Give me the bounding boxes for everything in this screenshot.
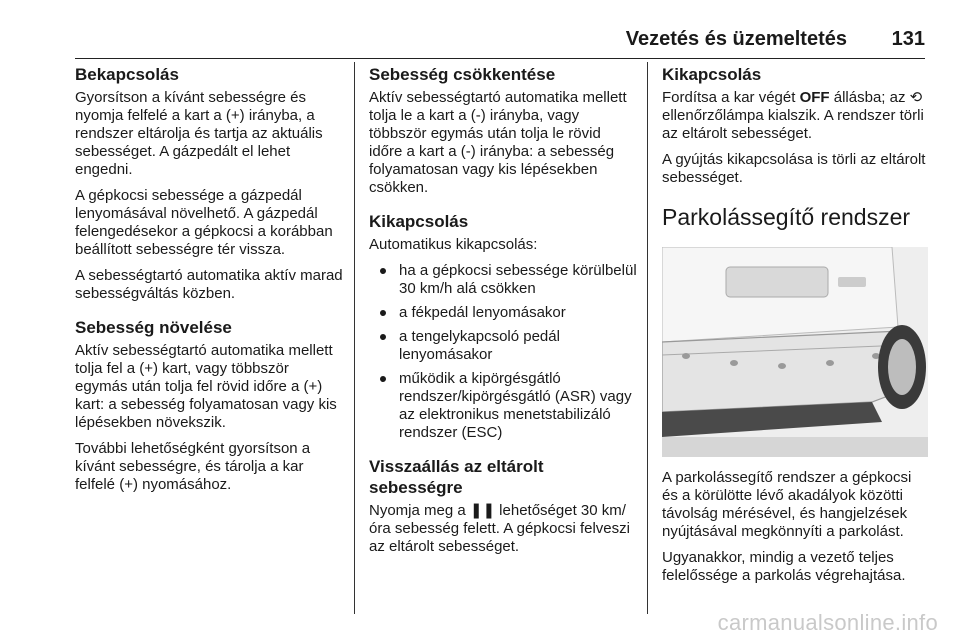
off-label: OFF bbox=[799, 89, 830, 106]
bullet-icon bbox=[380, 310, 386, 316]
pause-icon: ❚❚ bbox=[469, 502, 496, 519]
chapter-heading: Parkolássegítő rendszer bbox=[662, 204, 911, 230]
paragraph: Aktív sebességtartó automatika mellett tolja le a kart a (-) irányba, vagy többször egymás után tolja le rövid időre a kart a (-) irányba: a sebesség folyamatosan vagy kis lépésekben csökken. bbox=[369, 89, 627, 196]
list-item: működik a kipörgésgátló rendszer/kipörgésgátló (ASR) vagy az elektronikus menetstabilizáló rendszer (ESC) bbox=[369, 370, 637, 442]
paragraph: A sebességtartó automatika aktív marad sebességváltás közben. bbox=[75, 267, 343, 302]
rear-bumper-illustration bbox=[662, 247, 928, 457]
section-heading: Kikapcsolás bbox=[369, 212, 469, 231]
parking-sensor-photo bbox=[662, 247, 928, 457]
paragraph: Ugyanakkor, mindig a vezető teljes felelőssége a parkolás végrehajtása. bbox=[662, 549, 906, 584]
cruise-control-icon: ⟲ bbox=[909, 89, 923, 106]
paragraph: Gyorsítson a kívánt sebességre és nyomja felfelé a kart a (+) irányba, a rendszer eltárolja és tartja az aktuális sebességet. A gázpedált el lehet engedni. bbox=[75, 89, 323, 178]
section-heading: Bekapcsolás bbox=[75, 65, 179, 84]
column-divider bbox=[647, 62, 648, 614]
list-item: ha a gépkocsi sebessége körülbelül 30 km/h alá csökken bbox=[369, 262, 637, 298]
section-heading: Sebesség csökkentése bbox=[369, 65, 556, 84]
section-heading: Sebesség növelése bbox=[75, 318, 232, 337]
column-divider bbox=[354, 62, 355, 614]
bullet-list bbox=[369, 262, 637, 442]
paragraph: Fordítsa a kar végét OFF állásba; az ⟲ ellenőrzőlámpa kialszik. A rendszer törli az eltárolt sebességet. bbox=[662, 89, 924, 142]
section-heading: Visszaállás az eltárolt sebességre bbox=[369, 457, 544, 497]
page-header bbox=[75, 28, 925, 59]
bullet-icon bbox=[380, 268, 386, 274]
paragraph: Nyomja meg a ❚❚ lehetőséget 30 km/óra sebesség felett. A gépkocsi felveszi az eltárolt sebességet. bbox=[369, 502, 630, 555]
list-item: a tengelykapcsoló pedál lenyomásakor bbox=[369, 328, 637, 364]
column-2 bbox=[369, 64, 637, 564]
column-3 bbox=[662, 64, 928, 593]
page-number: 131 bbox=[891, 28, 925, 50]
paragraph: A parkolássegítő rendszer a gépkocsi és a körülötte lévő akadályok közötti távolság mérésével, és hangjelzések nyújtásával megkönnyíti a parkolást. bbox=[662, 469, 912, 540]
section-heading: Kikapcsolás bbox=[662, 65, 762, 84]
paragraph: A gyújtás kikapcsolása is törli az eltárolt sebességet. bbox=[662, 151, 926, 186]
chapter-title: Vezetés és üzemeltetés bbox=[625, 28, 847, 50]
list-item: a fékpedál lenyomásakor bbox=[369, 304, 637, 322]
paragraph: Aktív sebességtartó automatika mellett tolja fel a (+) kart, vagy többször egymás után tolja fel rövid időre a (+) kart: a sebesség folyamatosan vagy kis lépésekben növekszik. bbox=[75, 342, 337, 431]
watermark: carmanualsonline.info bbox=[717, 610, 938, 635]
paragraph: Automatikus kikapcsolás: bbox=[369, 236, 538, 253]
column-1 bbox=[75, 64, 343, 502]
paragraph: További lehetőségként gyorsítson a kívánt sebességre, és tárolja a kar felfelé (+) nyomásához. bbox=[75, 440, 311, 493]
paragraph: A gépkocsi sebessége a gázpedál lenyomásával növelhető. A gázpedál felengedésekor a gépkocsi a korábban beállított sebességre tér vissza. bbox=[75, 187, 333, 258]
bullet-icon bbox=[380, 334, 386, 340]
bullet-icon bbox=[380, 376, 386, 382]
